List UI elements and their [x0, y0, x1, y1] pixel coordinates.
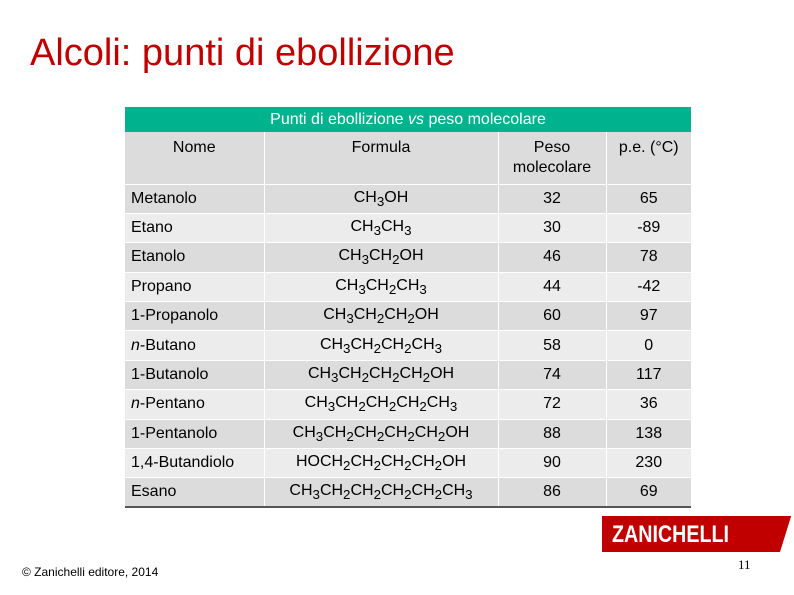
formula-subscript: 3: [361, 252, 369, 268]
caption-text-before: Punti di ebollizione: [270, 111, 409, 128]
boiling-point-table: [125, 132, 691, 508]
formula-subscript: 2: [343, 458, 351, 474]
formula-group: CH: [381, 453, 405, 471]
formula-group: CH: [307, 364, 332, 382]
formula-group: HOCH: [295, 453, 344, 471]
name-text: 1-Pentanolo: [131, 424, 218, 442]
cell-nome: [125, 272, 264, 301]
cell-peso-molecolare: 74: [498, 360, 606, 389]
formula-subscript: 2: [392, 252, 400, 268]
formula-group: CH: [411, 482, 435, 500]
cell-formula: [264, 390, 498, 419]
formula-subscript: 2: [373, 340, 381, 356]
formula-subscript: 2: [361, 370, 369, 386]
formula-subscript: 2: [388, 281, 397, 297]
formula-group: CH: [353, 188, 377, 206]
table-row: [125, 478, 691, 507]
formula-group: CH: [335, 394, 359, 412]
cell-nome: [125, 449, 264, 478]
formula-group: CH: [399, 364, 423, 382]
formula-group: CH: [338, 364, 362, 382]
formula-group: OH: [430, 364, 455, 382]
table-header-row: [125, 132, 691, 184]
cell-pe: 78: [606, 243, 691, 272]
header-nome: Nome: [125, 132, 264, 184]
formula-group: OH: [442, 453, 467, 471]
formula-group: CH: [396, 276, 420, 294]
cell-pe: 97: [606, 302, 691, 331]
table-row: [125, 184, 691, 213]
formula-subscript: 2: [407, 428, 415, 444]
formula-group: CH: [338, 247, 362, 265]
name-text: Propano: [131, 277, 192, 295]
formula-group: CH: [350, 453, 374, 471]
cell-peso-molecolare: 46: [498, 243, 606, 272]
formula-subscript: 3: [327, 399, 336, 415]
formula-group: OH: [399, 247, 424, 265]
header-peso-molecolare: Peso molecolare: [498, 132, 606, 184]
formula-subscript: 2: [376, 311, 385, 327]
formula-subscript: 3: [373, 223, 381, 239]
cell-formula: [264, 213, 498, 242]
table-row: [125, 243, 691, 272]
cell-nome: [125, 331, 264, 360]
formula-group: CH: [289, 482, 313, 500]
cell-formula: [264, 360, 498, 389]
cell-peso-molecolare: 44: [498, 272, 606, 301]
formula-subscript: 3: [419, 281, 427, 297]
cell-pe: -89: [606, 213, 691, 242]
formula-group: CH: [365, 276, 389, 294]
cell-formula: [264, 331, 498, 360]
formula-group: CH: [304, 394, 328, 412]
cell-peso-molecolare: 88: [498, 419, 606, 448]
formula-group: CH: [442, 482, 466, 500]
cell-formula: [264, 478, 498, 507]
table-caption: [125, 107, 691, 132]
name-prefix: n: [131, 395, 140, 413]
formula-subscript: 3: [315, 428, 324, 444]
formula-group: CH: [396, 394, 420, 412]
formula-group: CH: [292, 423, 316, 441]
formula-group: CH: [414, 423, 438, 441]
table-row: [125, 213, 691, 242]
formula-subscript: 3: [434, 340, 443, 356]
formula-subscript: 2: [404, 487, 412, 503]
formula-subscript: 2: [343, 487, 351, 503]
name-text: -Pentano: [139, 395, 205, 413]
formula-subscript: 3: [331, 370, 339, 386]
formula-group: CH: [381, 217, 405, 235]
formula-group: CH: [426, 394, 450, 412]
formula-subscript: 2: [404, 340, 412, 356]
cell-peso-molecolare: 32: [498, 184, 606, 213]
formula-group: CH: [350, 217, 374, 235]
cell-formula: [264, 243, 498, 272]
cell-pe: 117: [606, 360, 691, 389]
name-text: 1-Propanolo: [131, 307, 219, 325]
formula-group: CH: [411, 335, 435, 353]
formula-group: CH: [365, 394, 389, 412]
formula-group: CH: [411, 453, 435, 471]
table-row: [125, 360, 691, 389]
formula-group: CH: [335, 276, 359, 294]
formula-subscript: 2: [376, 428, 385, 444]
formula-group: CH: [369, 364, 393, 382]
header-formula: Formula: [264, 132, 498, 184]
cell-pe: 138: [606, 419, 691, 448]
cell-nome: [125, 419, 264, 448]
formula-subscript: 2: [346, 428, 354, 444]
formula-subscript: 2: [422, 370, 431, 386]
formula-group: CH: [381, 335, 405, 353]
formula-group: CH: [381, 482, 405, 500]
cell-nome: [125, 390, 264, 419]
formula-subscript: 2: [392, 370, 400, 386]
cell-nome: [125, 213, 264, 242]
cell-peso-molecolare: 72: [498, 390, 606, 419]
zanichelli-logo: [602, 516, 794, 552]
logo-mark: [780, 516, 794, 552]
cell-pe: 69: [606, 478, 691, 507]
table-row: [125, 449, 691, 478]
formula-group: OH: [384, 188, 409, 206]
caption-text-italic: vs: [408, 111, 425, 128]
formula-subscript: 2: [419, 399, 427, 415]
cell-peso-molecolare: 90: [498, 449, 606, 478]
formula-group: CH: [353, 306, 377, 324]
cell-formula: [264, 272, 498, 301]
formula-subscript: 3: [343, 340, 351, 356]
formula-subscript: 3: [358, 281, 366, 297]
formula-subscript: 2: [434, 487, 443, 503]
formula-group: CH: [384, 423, 408, 441]
formula-group: OH: [414, 306, 439, 324]
header-pe: p.e. (°C): [606, 132, 691, 184]
formula-group: CH: [369, 247, 393, 265]
cell-nome: [125, 184, 264, 213]
formula-subscript: 2: [373, 458, 381, 474]
cell-peso-molecolare: 58: [498, 331, 606, 360]
formula-group: CH: [323, 423, 347, 441]
cell-pe: 0: [606, 331, 691, 360]
formula-subscript: 2: [373, 487, 381, 503]
formula-group: OH: [445, 423, 470, 441]
name-prefix: n: [131, 336, 140, 354]
page-number: 11: [738, 557, 751, 572]
cell-peso-molecolare: 30: [498, 213, 606, 242]
formula-subscript: 3: [346, 311, 354, 327]
formula-subscript: 2: [358, 399, 366, 415]
cell-formula: [264, 184, 498, 213]
name-text: Etanolo: [131, 248, 186, 266]
table-row: [125, 390, 691, 419]
slide-title: Alcoli: punti di ebollizione: [30, 32, 455, 74]
table-row: [125, 331, 691, 360]
cell-nome: [125, 478, 264, 507]
table-row: [125, 302, 691, 331]
formula-subscript: 2: [407, 311, 415, 327]
table-row: [125, 272, 691, 301]
table-row: [125, 419, 691, 448]
formula-subscript: 3: [312, 487, 320, 503]
formula-group: CH: [350, 482, 374, 500]
cell-formula: [264, 302, 498, 331]
cell-pe: -42: [606, 272, 691, 301]
name-text: -Butano: [139, 336, 196, 354]
cell-pe: 65: [606, 184, 691, 213]
logo-text: ZANICHELLI: [612, 521, 729, 548]
cell-formula: [264, 419, 498, 448]
boiling-point-table-wrap: [125, 107, 691, 508]
formula-subscript: 3: [404, 223, 412, 239]
cell-pe: 230: [606, 449, 691, 478]
formula-group: CH: [353, 423, 377, 441]
cell-nome: [125, 360, 264, 389]
name-text: Etano: [131, 219, 173, 237]
formula-group: CH: [350, 335, 374, 353]
formula-subscript: 2: [434, 458, 443, 474]
formula-group: CH: [319, 335, 344, 353]
formula-subscript: 3: [465, 487, 473, 503]
copyright-text: © Zanichelli editore, 2014: [22, 565, 159, 579]
table-body: [125, 184, 691, 507]
formula-subscript: 2: [437, 428, 446, 444]
name-text: Esano: [131, 483, 177, 501]
cell-pe: 36: [606, 390, 691, 419]
cell-nome: [125, 302, 264, 331]
cell-nome: [125, 243, 264, 272]
formula-subscript: 2: [388, 399, 397, 415]
cell-peso-molecolare: 60: [498, 302, 606, 331]
formula-subscript: 3: [376, 193, 385, 209]
formula-subscript: 2: [404, 458, 412, 474]
formula-group: CH: [323, 306, 347, 324]
caption-text-after: peso molecolare: [424, 111, 546, 128]
name-text: 1-Butanolo: [131, 366, 209, 384]
formula-group: CH: [384, 306, 408, 324]
formula-subscript: 3: [449, 399, 458, 415]
name-text: Metanolo: [131, 189, 197, 207]
cell-formula: [264, 449, 498, 478]
formula-group: CH: [319, 482, 344, 500]
name-text: 1,4-Butandiolo: [131, 454, 235, 472]
cell-peso-molecolare: 86: [498, 478, 606, 507]
